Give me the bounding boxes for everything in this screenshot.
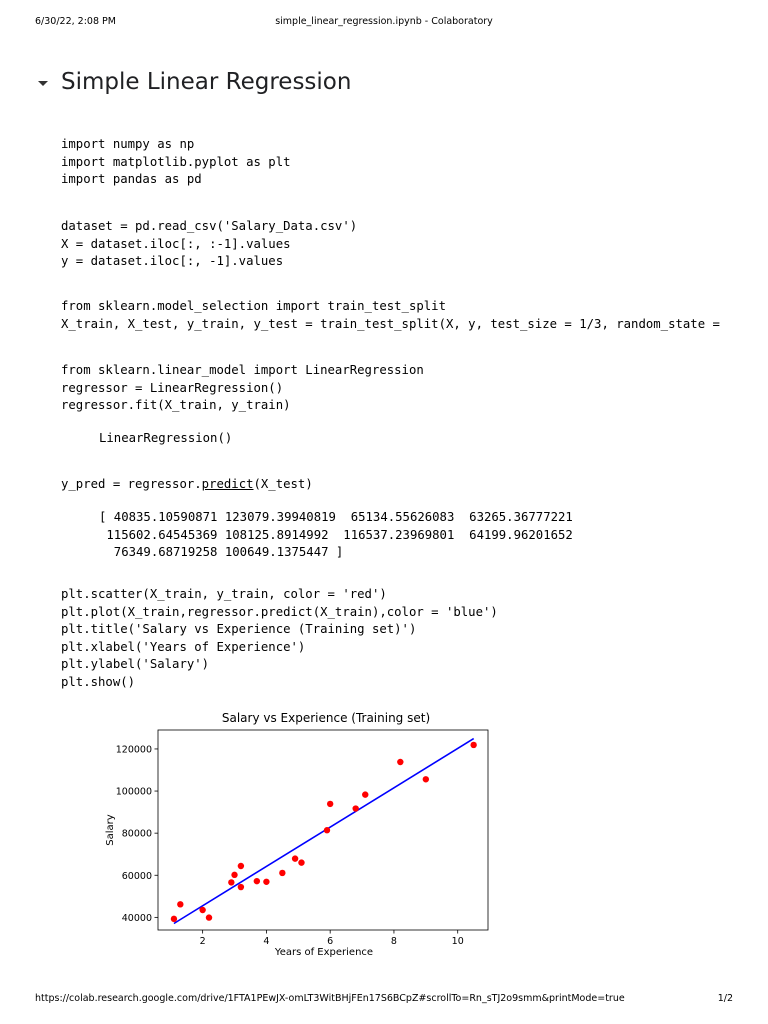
scatter-point — [238, 884, 244, 890]
x-tick-label: 4 — [263, 936, 270, 947]
scatter-point — [324, 827, 330, 833]
chart-xlabel: Years of Experience — [274, 947, 374, 958]
y-tick-label: 80000 — [121, 828, 152, 840]
predict-output — [99, 510, 573, 563]
x-tick-label: 10 — [451, 936, 464, 947]
y-tick-label: 40000 — [121, 912, 152, 924]
fit-output: LinearRegression() — [99, 431, 233, 445]
regression-line — [174, 739, 474, 924]
code-line: y = dataset.iloc[:, -1].values — [61, 254, 284, 268]
print-url: https://colab.research.google.com/drive/1FTA1PEwJX-omLT3WitBHjFEn17S6BCpZ#scrollTo=Rn_sTJ2o9smm&printMode=true — [35, 993, 625, 1004]
scatter-point — [238, 863, 244, 869]
y-tick-label: 60000 — [121, 870, 152, 882]
code-line: X = dataset.iloc[:, :-1].values — [61, 236, 291, 251]
code-cell-predict[interactable] — [61, 476, 313, 494]
chart-ylabel: Salary — [105, 814, 116, 846]
code-cell-plot[interactable] — [61, 586, 498, 691]
scatter-point — [254, 878, 260, 884]
code-line: regressor = LinearRegression() — [61, 380, 284, 395]
scatter-point — [263, 879, 269, 885]
print-footer — [0, 993, 768, 1007]
scatter-point — [327, 801, 333, 807]
print-page-number: 1/2 — [717, 993, 733, 1004]
code-line: dataset = pd.read_csv('Salary_Data.csv') — [61, 219, 358, 233]
code-line: [ 40835.10590871 123079.39940819 65134.55626083 63265.36777221 — [99, 510, 573, 524]
scatter-point — [206, 914, 212, 920]
code-line: plt.show() — [61, 674, 136, 689]
section-title: Simple Linear Regression — [61, 69, 352, 95]
chart-title: Salary vs Experience (Training set) — [221, 711, 431, 725]
print-datetime: 6/30/22, 2:08 PM — [35, 16, 116, 27]
code-line: regressor.fit(X_train, y_train) — [61, 398, 291, 412]
code-line: 115602.64545369 108125.8914992 116537.23969801 64199.96201652 — [99, 527, 573, 542]
scatter-point — [292, 855, 298, 861]
code-line: plt.plot(X_train,regressor.predict(X_train),color = 'blue') — [61, 604, 498, 619]
scatter-point — [470, 742, 476, 748]
code-line: import matplotlib.pyplot as plt — [61, 154, 291, 169]
code-cell-imports[interactable] — [61, 136, 291, 189]
code-line: import pandas as pd — [61, 172, 202, 186]
code-line: plt.title('Salary vs Experience (Training set)') — [61, 622, 417, 636]
y-tick-label: 100000 — [115, 786, 152, 798]
predict-prefix: y_pred = regressor. — [61, 477, 202, 491]
scatter-point — [362, 791, 368, 797]
code-cell-dataset[interactable] — [61, 218, 357, 271]
code-line: X_train, X_test, y_train, y_test = train_test_split(X, y, test_size = 1/3, random_state = — [61, 316, 720, 331]
salary-chart — [96, 700, 496, 965]
code-line: plt.xlabel('Years of Experience') — [61, 639, 306, 654]
code-line: plt.scatter(X_train, y_train, color = 'red') — [61, 587, 387, 601]
scatter-point — [279, 870, 285, 876]
print-header — [0, 16, 768, 30]
scatter-point — [423, 776, 429, 782]
y-tick-label: 120000 — [115, 744, 152, 756]
scatter-point — [298, 859, 304, 865]
x-tick-label: 8 — [390, 936, 397, 947]
x-tick-label: 6 — [327, 936, 334, 947]
chart-svg — [96, 700, 496, 965]
code-line: from sklearn.model_selection import train_test_split — [61, 299, 446, 313]
scatter-point — [231, 872, 237, 878]
scatter-point — [352, 805, 358, 811]
code-line: import numpy as np — [61, 137, 195, 151]
code-line: plt.ylabel('Salary') — [61, 657, 210, 671]
scatter-point — [199, 907, 205, 913]
scatter-point — [397, 759, 403, 765]
scatter-point — [177, 901, 183, 907]
plot-area — [116, 730, 488, 947]
print-page-title: simple_linear_regression.ipynb - Colaboratory — [275, 16, 493, 27]
section-header[interactable] — [38, 62, 351, 102]
scatter-point — [228, 879, 234, 885]
predict-method-link[interactable]: predict — [201, 477, 254, 491]
scatter-point — [171, 916, 177, 922]
caret-down-icon[interactable] — [38, 81, 48, 86]
code-line: 76349.68719258 100649.1375447 ] — [99, 545, 344, 559]
x-tick-label: 2 — [199, 936, 206, 947]
code-line: from sklearn.linear_model import LinearRegression — [61, 363, 424, 377]
code-cell-train-test-split[interactable] — [61, 298, 720, 333]
predict-suffix: (X_test) — [253, 477, 313, 491]
code-cell-fit[interactable] — [61, 362, 424, 415]
